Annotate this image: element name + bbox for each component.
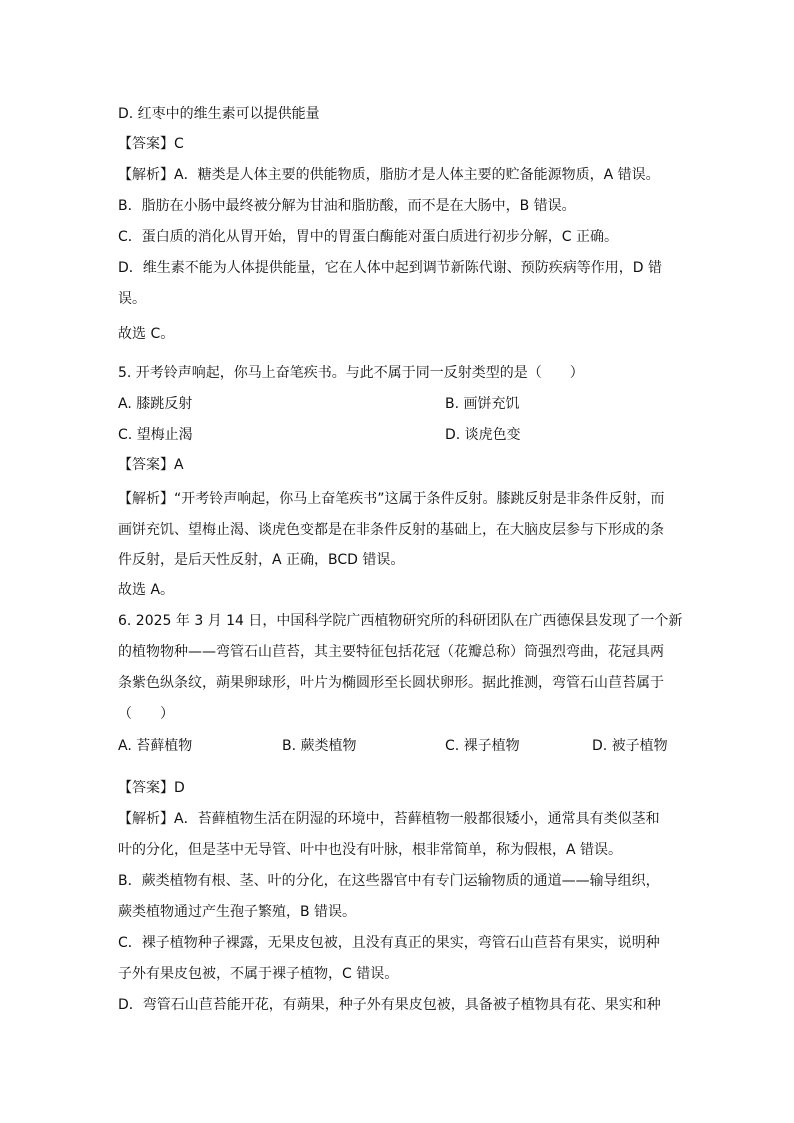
q5-analysis-line-1: 【解析】“开考铃声响起，你马上奋笔疾书”这属于条件反射。膝跳反射是非条件反射，而 <box>118 491 665 507</box>
q6-option-b: B. 蕨类植物 <box>282 738 357 754</box>
q6-option-a: A. 苔藓植物 <box>118 738 193 754</box>
q6-analysis-line-2: 叶的分化，但是茎中无导管、叶中也没有叶脉，根非常简单，称为假根，A 错误。 <box>118 842 623 858</box>
q5-option-a: A. 膝跳反射 <box>118 396 193 412</box>
q4-analysis-line-5: 误。 <box>118 291 146 307</box>
q5-answer: 【答案】A <box>118 457 184 473</box>
q6-option-c: C. 裸子植物 <box>445 738 520 754</box>
q5-option-d: D. 谈虎色变 <box>445 427 521 443</box>
q6-analysis-line-5: C．裸子植物种子裸露，无果皮包被，且没有真正的果实，弯管石山苣苔有果实，说明种 <box>118 935 660 951</box>
q6-stem-line-4: （ ） <box>118 706 174 722</box>
q5-option-b: B. 画饼充饥 <box>445 396 520 412</box>
q6-analysis-line-1: 【解析】A．苔藓植物生活在阴湿的环境中，苔藓植物一般都很矮小，通常具有类似茎和 <box>118 811 660 827</box>
q4-analysis-line-2: B．脂肪在小肠中最终被分解为甘油和脂肪酸，而不是在大肠中，B 错误。 <box>118 198 576 214</box>
q5-analysis-line-3: 件反射，是后天性反射，A 正确，BCD 错误。 <box>118 552 405 568</box>
q5-analysis-line-2: 画饼充饥、望梅止渴、谈虎色变都是在非条件反射的基础上，在大脑皮层参与下形成的条 <box>118 522 664 538</box>
q4-option-d: D. 红枣中的维生素可以提供能量 <box>118 106 320 122</box>
q4-analysis-line-4: D．维生素不能为人体提供能量，它在人体中起到调节新陈代谢、预防疾病等作用，D 错 <box>118 260 663 276</box>
q6-stem-line-3: 条紫色纵条纹，蒴果卵球形，叶片为椭圆形至长圆状卵形。据此推测，弯管石山苣苔属于 <box>118 675 664 691</box>
q4-answer: 【答案】C <box>118 136 184 152</box>
q5-conclusion: 故选 A。 <box>118 582 175 598</box>
q6-stem-line-2: 的植物物种——弯管石山苣苔，其主要特征包括花冠（花瓣总称）筒强烈弯曲，花冠具两 <box>118 644 664 660</box>
q5-option-c: C. 望梅止渴 <box>118 427 193 443</box>
q4-conclusion: 故选 C。 <box>118 326 175 342</box>
q6-stem-line-1: 6. 2025 年 3 月 14 日，中国科学院广西植物研究所的科研团队在广西德保县发现了一个新 <box>118 613 683 629</box>
q6-analysis-line-7: D．弯管石山苣苔能开花，有蒴果，种子外有果皮包被，具备被子植物具有花、果实和种 <box>118 997 661 1013</box>
q6-analysis-line-3: B．蕨类植物有根、茎、叶的分化，在这些器官中有专门运输物质的通道——输导组织， <box>118 873 660 889</box>
q6-analysis-line-6: 子外有果皮包被，不属于裸子植物，C 错误。 <box>118 966 399 982</box>
q6-option-d: D. 被子植物 <box>592 738 668 754</box>
q5-stem: 5. 开考铃声响起，你马上奋笔疾书。与此不属于同一反射类型的是（ ） <box>118 365 584 381</box>
q4-analysis-line-1: 【解析】A．糖类是人体主要的供能物质，脂肪才是人体主要的贮备能源物质，A 错误。 <box>118 167 660 183</box>
q6-answer: 【答案】D <box>118 780 185 796</box>
q6-analysis-line-4: 蕨类植物通过产生孢子繁殖，B 错误。 <box>118 904 357 920</box>
q4-analysis-line-3: C．蛋白质的消化从胃开始，胃中的胃蛋白酶能对蛋白质进行初步分解，C 正确。 <box>118 229 618 245</box>
